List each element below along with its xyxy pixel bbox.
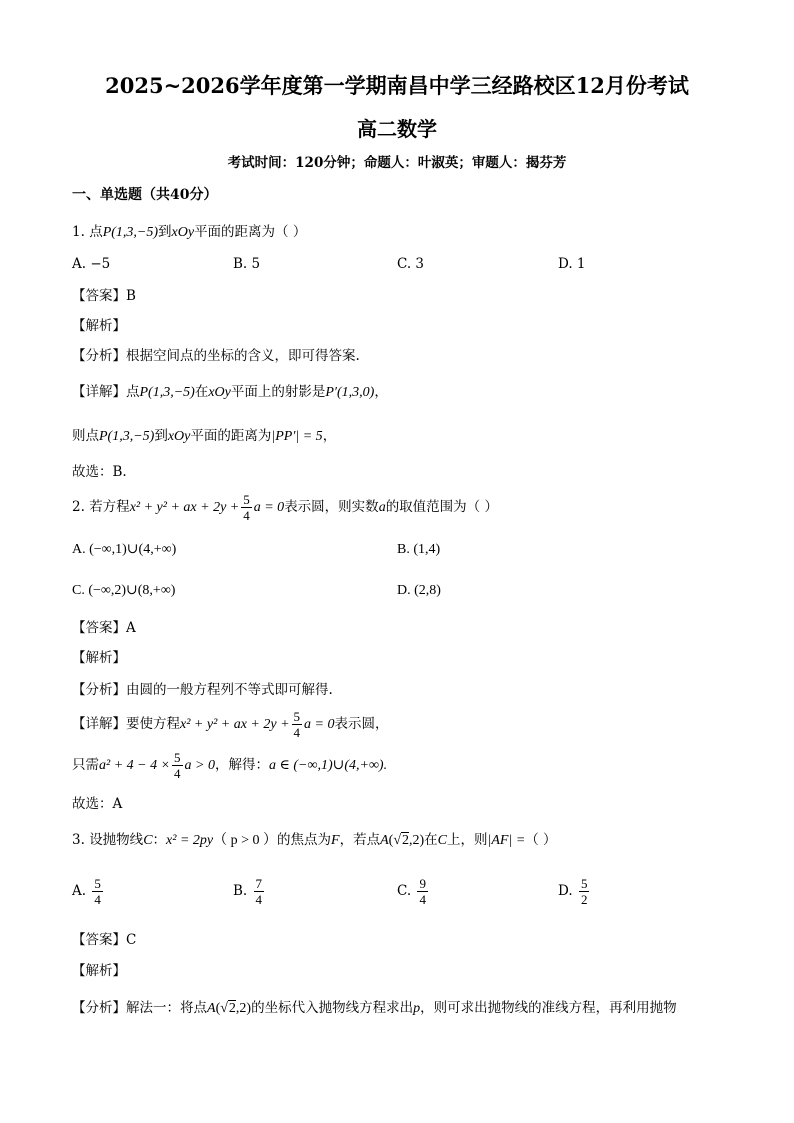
- q2-solution: a ∈ (−∞,1)∪(4,+∞).: [269, 758, 388, 773]
- q3-coord: (: [388, 833, 394, 848]
- answer-label: 【答案】: [72, 932, 126, 948]
- answer-value: C: [126, 932, 137, 948]
- fenxi-label: 【分析】: [72, 682, 126, 698]
- fraction-numerator: 5: [293, 709, 301, 724]
- fenxi-text: 解法一：将点: [126, 1000, 207, 1016]
- q1-plane: xOy: [208, 385, 231, 400]
- exam-info: 考试时间：120分钟；命题人：叶淑英；审题人：揭芬芳: [227, 155, 567, 171]
- option-label: D.: [558, 883, 573, 899]
- q2-text: 只需: [72, 757, 99, 773]
- q1-point: P(1,3,−5): [102, 225, 159, 240]
- q2-choose: [72, 794, 122, 814]
- q1-plane: xOy: [167, 429, 191, 444]
- detail-label: 【详解】: [72, 716, 126, 732]
- q2-text: 的取值范围为（ ）: [385, 499, 498, 515]
- fenxi-text: 由圆的一般方程列不等式即可解得.: [126, 682, 333, 698]
- fenxi-label: 【分析】: [72, 1000, 126, 1016]
- fraction-denominator: 2: [580, 892, 588, 907]
- q1-analysis-label: 【解析】: [72, 318, 126, 334]
- q2-text: 表示圆，: [334, 716, 389, 732]
- q2-answer: [72, 618, 136, 638]
- q3-text: ：: [152, 832, 167, 848]
- q3-text: 上，则: [447, 832, 488, 848]
- answer-label: 【答案】: [72, 288, 126, 304]
- q3-coord: (√2,2): [215, 1001, 252, 1016]
- fraction-denominator: 4: [419, 892, 426, 907]
- q2-inequality: a > 0: [184, 758, 215, 773]
- choose-value: A: [112, 796, 123, 812]
- q2-text: ，解得：: [215, 757, 269, 773]
- q3-text: ，若点: [339, 832, 381, 848]
- fraction-denominator: 4: [243, 508, 250, 523]
- q2-fenxi: [72, 680, 333, 700]
- q1-choose: [72, 462, 127, 482]
- q3-parameter: p: [413, 1001, 421, 1016]
- q2-inequality: a² + 4 − 4 ×: [99, 758, 171, 773]
- q2-detail: [72, 709, 389, 740]
- q1-point: P(1,3,−5): [99, 429, 155, 444]
- q2-option-d: D. (2,8): [397, 583, 441, 598]
- q1-option-a: A. −5: [72, 256, 111, 272]
- q1-option-b: B. 5: [233, 256, 261, 272]
- q2-equation: a = 0: [304, 717, 335, 732]
- q3-curve: C: [143, 833, 153, 848]
- q1-text: 在: [194, 384, 209, 400]
- q3-analysis-label: 【解析】: [72, 963, 126, 979]
- option-label: C.: [397, 883, 412, 899]
- q3-option-d: [558, 876, 591, 907]
- q3-point: A: [380, 833, 389, 848]
- q3-condition: （ p > 0 ）: [213, 833, 278, 848]
- fraction-numerator: 5: [94, 876, 101, 891]
- q1-option-c: C. 3: [397, 256, 425, 272]
- fraction-denominator: 4: [255, 892, 263, 907]
- section-heading: 一、单选题（共40分）: [72, 187, 218, 203]
- option-label: A.: [72, 883, 87, 899]
- choose-value: B.: [112, 464, 127, 480]
- q3-point: A: [207, 1001, 216, 1016]
- fenxi-label: 【分析】: [72, 348, 126, 364]
- answer-label: 【答案】: [72, 620, 126, 636]
- q1-text: 平面的距离为: [190, 428, 272, 444]
- q1-plane: xOy: [171, 225, 195, 240]
- question-1-stem: [72, 222, 306, 243]
- q2-analysis-label: 【解析】: [72, 650, 126, 666]
- option-label: B.: [233, 883, 248, 899]
- q3-option-c: [397, 876, 430, 907]
- question-2-stem: [72, 492, 498, 523]
- question-number: 2.: [72, 499, 85, 515]
- q1-text: 点: [89, 224, 103, 240]
- fraction-numerator: 5: [243, 492, 250, 507]
- q2-equation: a = 0: [253, 500, 285, 515]
- q1-text: ，: [374, 384, 388, 400]
- q3-focus: F: [331, 833, 340, 848]
- q2-fraction: [172, 750, 183, 781]
- q3-text: （ ）: [525, 832, 557, 848]
- q1-detail: [72, 382, 388, 403]
- fraction-denominator: 4: [94, 892, 101, 907]
- fraction-numerator: 9: [419, 876, 426, 891]
- fenxi-text: 根据空间点的坐标的含义，即可得答案.: [126, 348, 360, 364]
- q1-point: P(1,3,−5): [139, 385, 195, 400]
- q2-option-c: C. (−∞,2)∪(8,+∞): [72, 583, 176, 598]
- q3-curve: C: [437, 833, 448, 848]
- q1-text: 到: [154, 428, 168, 444]
- q2-equation: x² + y² + ax + 2y +: [180, 717, 290, 732]
- q3-text: 设抛物线: [89, 832, 144, 848]
- option-fraction: [254, 876, 265, 907]
- q3-coord: ,2): [409, 833, 425, 848]
- q2-text: 表示圆，则实数: [284, 499, 379, 515]
- q2-detail-line2: [72, 750, 387, 781]
- q1-answer: [72, 286, 136, 306]
- question-number: 3.: [72, 832, 85, 848]
- q1-text: ，: [322, 428, 337, 444]
- q1-detail-line2: [72, 426, 336, 447]
- q2-equation: x² + y² + ax + 2y +: [129, 500, 240, 515]
- fenxi-text: ，则可求出抛物线的准线方程，再利用抛物: [420, 1000, 677, 1016]
- q3-answer: [72, 930, 136, 950]
- q1-text: 则点: [72, 428, 99, 444]
- q3-sqrt: √2: [393, 833, 409, 848]
- q1-text: 平面上的射影是: [230, 384, 326, 400]
- q2-text: 若方程: [89, 499, 130, 515]
- q2-option-b: B. (1,4): [397, 542, 441, 557]
- fenxi-text: 的坐标代入抛物线方程求出: [251, 1000, 414, 1016]
- fraction-numerator: 5: [580, 876, 588, 891]
- q1-projection: P′(1,3,0): [325, 385, 375, 400]
- q2-fraction: [241, 492, 252, 523]
- exam-title: 2025~2026学年度第一学期南昌中学三经路校区12月份考试: [105, 73, 689, 98]
- fraction-numerator: 7: [255, 876, 263, 891]
- fraction-numerator: 5: [174, 750, 181, 765]
- question-number: 1.: [72, 224, 85, 240]
- q2-fraction: [292, 709, 303, 740]
- q2-variable: a: [378, 500, 386, 515]
- q1-text: 平面的距离为（ ）: [194, 224, 307, 240]
- q1-text: 到: [158, 224, 172, 240]
- detail-label: 【详解】: [72, 384, 126, 400]
- q2-option-a: A. (−∞,1)∪(4,+∞): [72, 542, 177, 557]
- subject-title: 高二数学: [357, 117, 437, 141]
- q3-option-b: [233, 876, 266, 907]
- sqrt-radicand: 2: [228, 1001, 236, 1016]
- q3-text: 的焦点为: [277, 832, 332, 848]
- option-fraction: [579, 876, 590, 907]
- q3-equation: x² = 2py: [166, 833, 214, 848]
- q3-option-a: [72, 876, 105, 907]
- question-3-stem: [72, 830, 557, 851]
- q3-fenxi: [72, 998, 677, 1019]
- answer-value: B: [126, 288, 136, 304]
- q3-text: 在: [424, 832, 438, 848]
- q3-distance: |AF| =: [487, 833, 526, 848]
- q1-distance: |PP′| = 5: [271, 429, 323, 444]
- sqrt-radicand: 2: [402, 833, 409, 848]
- q2-text: 要使方程: [126, 716, 180, 732]
- option-fraction: [92, 876, 103, 907]
- answer-value: A: [126, 620, 136, 636]
- fraction-denominator: 4: [293, 725, 301, 740]
- fraction-denominator: 4: [174, 766, 181, 781]
- option-fraction: [417, 876, 428, 907]
- q1-text: 点: [126, 384, 140, 400]
- q1-fenxi: [72, 346, 360, 366]
- choose-label: 故选：: [72, 464, 113, 480]
- choose-label: 故选：: [72, 796, 113, 812]
- q1-option-d: D. 1: [558, 256, 586, 272]
